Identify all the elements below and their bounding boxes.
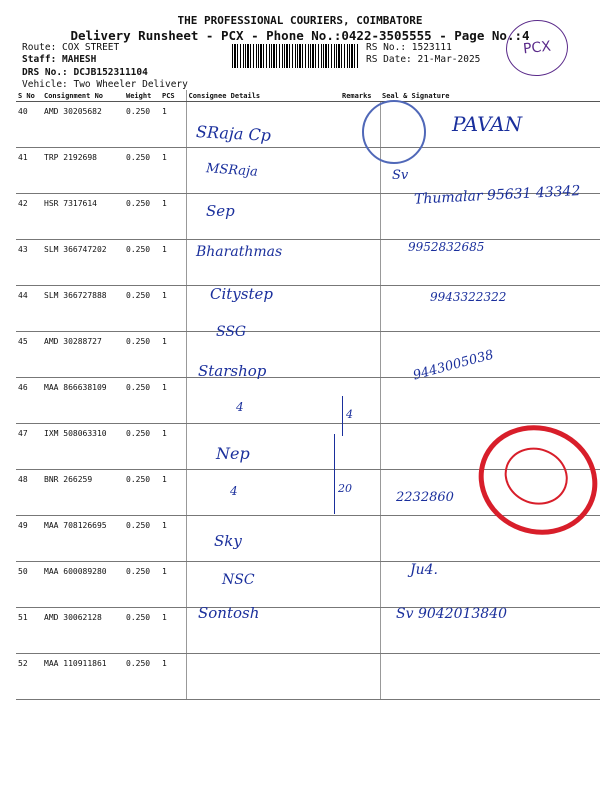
hw-signature: Sv [392, 168, 409, 183]
hw-signature: Ju4. [410, 562, 438, 578]
row-remarks [340, 240, 380, 286]
row-sno: 45 [16, 332, 42, 378]
row-weight: 0.250 [124, 516, 160, 562]
row-consignment: BNR 266259 [42, 470, 124, 516]
row-pcs: 1 [160, 332, 186, 378]
table-header [16, 90, 600, 102]
row-pcs: 1 [160, 194, 186, 240]
company-seal-stamp [362, 100, 426, 164]
row-weight: 0.250 [124, 194, 160, 240]
row-consignment: HSR 7317614 [42, 194, 124, 240]
barcode [232, 44, 358, 68]
row-pcs: 1 [160, 516, 186, 562]
row-consignee [186, 378, 340, 424]
row-weight: 0.250 [124, 470, 160, 516]
bracket-line [342, 396, 343, 436]
hw-consignee: Nep [216, 444, 250, 463]
hw-consignee: 4 [236, 400, 244, 414]
row-pcs: 1 [160, 148, 186, 194]
row-consignment: IXM 508063310 [42, 424, 124, 470]
company-name: THE PROFESSIONAL COURIERS, COIMBATORE [177, 14, 423, 27]
row-sno: 48 [16, 470, 42, 516]
row-consignment: SLM 366747202 [42, 240, 124, 286]
row-pcs: 1 [160, 378, 186, 424]
row-weight: 0.250 [124, 286, 160, 332]
row-consignment: SLM 366727888 [42, 286, 124, 332]
row-remarks [340, 608, 380, 654]
hw-consignee: MSRaja [205, 161, 259, 180]
row-remarks [340, 516, 380, 562]
row-weight: 0.250 [124, 654, 160, 700]
row-weight: 0.250 [124, 148, 160, 194]
row-pcs: 1 [160, 608, 186, 654]
pcx-stamp: PCX [503, 17, 571, 79]
col-remarks: Remarks [340, 90, 380, 102]
hw-consignee: SSG [216, 324, 247, 340]
bracket-mark: 20 [338, 482, 352, 495]
row-weight: 0.250 [124, 240, 160, 286]
row-pcs: 1 [160, 562, 186, 608]
row-sno: 42 [16, 194, 42, 240]
hw-consignee: Citystep [210, 285, 273, 303]
col-weight: Weight [124, 90, 160, 102]
row-remarks [340, 654, 380, 700]
route-label: Route: COX STREET [22, 42, 120, 53]
table-row [16, 240, 600, 286]
vehicle-label: Vehicle: Two Wheeler Delivery [22, 79, 188, 90]
row-sno: 44 [16, 286, 42, 332]
row-pcs: 1 [160, 286, 186, 332]
hw-consignee: Sky [214, 532, 242, 550]
row-weight: 0.250 [124, 562, 160, 608]
row-sno: 49 [16, 516, 42, 562]
row-sno: 47 [16, 424, 42, 470]
col-signature: Seal & Signature [380, 90, 600, 102]
row-remarks [340, 424, 380, 470]
row-consignment: MAA 866638109 [42, 378, 124, 424]
row-consignee [186, 562, 340, 608]
hw-signature: Thumalar 95631 43342 [413, 183, 581, 208]
row-weight: 0.250 [124, 424, 160, 470]
row-consignment: MAA 708126695 [42, 516, 124, 562]
hw-consignee: 4 [230, 484, 238, 498]
row-consignment: AMD 30288727 [42, 332, 124, 378]
row-pcs: 1 [160, 102, 186, 148]
rs-date: RS Date: 21-Mar-2025 [366, 54, 481, 65]
row-sno: 46 [16, 378, 42, 424]
row-remarks [340, 562, 380, 608]
row-weight: 0.250 [124, 102, 160, 148]
hw-signature: PAVAN [452, 112, 523, 136]
row-consignee [186, 516, 340, 562]
row-consignee [186, 424, 340, 470]
row-sno: 41 [16, 148, 42, 194]
row-weight: 0.250 [124, 378, 160, 424]
row-pcs: 1 [160, 654, 186, 700]
row-sno: 51 [16, 608, 42, 654]
row-consignment: MAA 600089280 [42, 562, 124, 608]
row-consignment: TRP 2192698 [42, 148, 124, 194]
hw-signature: 2232860 [396, 490, 454, 505]
row-remarks [340, 286, 380, 332]
bracket-line [334, 434, 335, 514]
row-consignment: AMD 30062128 [42, 608, 124, 654]
runsheet-table [16, 90, 600, 700]
hw-consignee: Bharathmas [196, 244, 283, 260]
row-pcs: 1 [160, 470, 186, 516]
col-consignee: Consignee Details [186, 90, 340, 102]
staff-label: Staff: MAHESH [22, 54, 97, 65]
drs-number: DRS No.: DCJB152311104 [22, 67, 148, 78]
hw-signature: Sv 9042013840 [396, 606, 508, 622]
table-row [16, 562, 600, 608]
row-weight: 0.250 [124, 608, 160, 654]
hw-consignee: Starshop [198, 362, 267, 380]
row-consignee [186, 470, 340, 516]
hw-consignee: Sep [206, 202, 235, 220]
runsheet-title: Delivery Runsheet - PCX - Phone No.:0422-3505555 - Page No.:4 [70, 28, 530, 43]
row-consignee [186, 654, 340, 700]
hw-signature: 9443005038 [411, 347, 496, 384]
rs-number: RS No.: 1523111 [366, 42, 452, 53]
table-row [16, 654, 600, 700]
row-weight: 0.250 [124, 332, 160, 378]
row-sno: 50 [16, 562, 42, 608]
row-consignment: AMD 30205682 [42, 102, 124, 148]
row-signature [380, 378, 600, 424]
col-pcs: PCS [160, 90, 186, 102]
row-consignment: MAA 110911861 [42, 654, 124, 700]
table-row [16, 378, 600, 424]
hw-consignee: NSC [222, 572, 255, 588]
col-sno: S No [16, 90, 42, 102]
row-pcs: 1 [160, 424, 186, 470]
hw-signature: 9943322322 [430, 290, 507, 304]
hw-consignee: Sontosh [198, 604, 260, 622]
row-signature [380, 654, 600, 700]
hw-signature: 9952832685 [408, 240, 485, 254]
bracket-mark: 4 [346, 408, 353, 421]
row-sno: 43 [16, 240, 42, 286]
row-sno: 40 [16, 102, 42, 148]
row-remarks [340, 332, 380, 378]
row-sno: 52 [16, 654, 42, 700]
hw-consignee: SRaja Cp [195, 122, 272, 145]
col-consignment: Consignment No [42, 90, 124, 102]
row-pcs: 1 [160, 240, 186, 286]
row-remarks [340, 194, 380, 240]
table-row [16, 608, 600, 654]
